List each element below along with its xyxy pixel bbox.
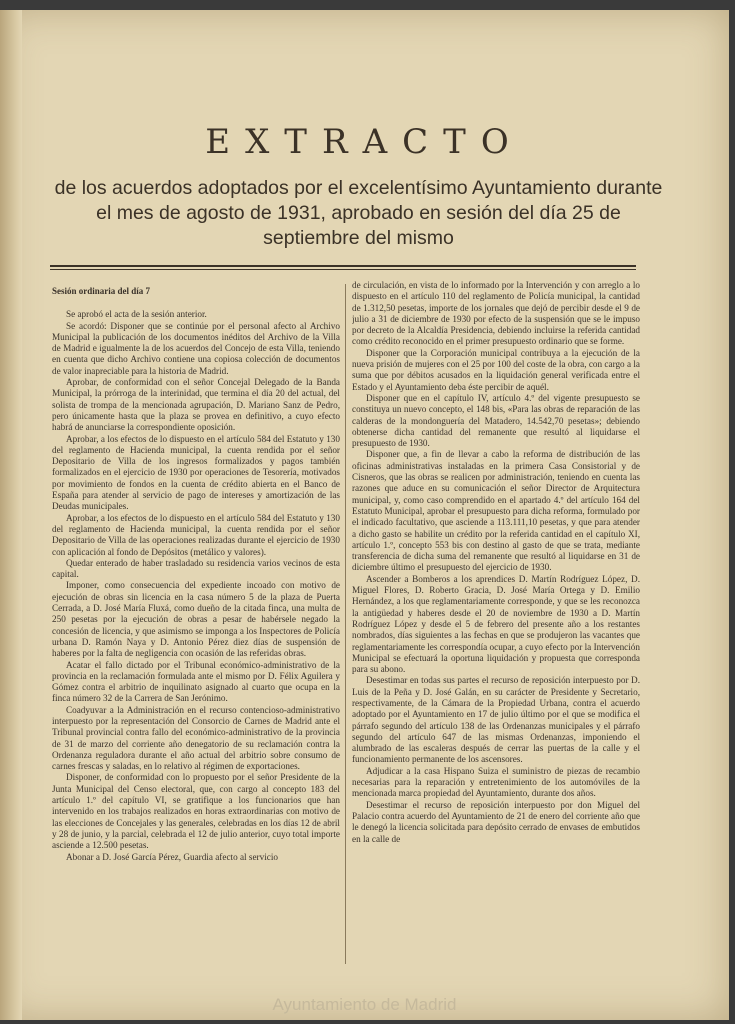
paragraph: Se aprobó el acta de la sesión anterior. bbox=[66, 309, 207, 320]
paragraph: Se acordó: Disponer que se continúe por el personal afecto al Archivo Municipal la publicación de los documentos inéditos del Archivo de la Villa de Madrid e igualmente la de los acuerdos del Concejo de esta Villa, teniendo en cuenta que dicho Archivo contiene una copiosa colección de documentos de valor inapreciable para la historia de Madrid. bbox=[52, 320, 340, 376]
column-divider bbox=[345, 284, 346, 964]
paragraph: Adjudicar a la casa Hispano Suiza el suministro de piezas de recambio necesarias para la reparación y entretenimiento de los automóviles de la mencionada marca propiedad del Ayuntamiento, durante dos años. bbox=[352, 765, 640, 799]
session-heading: Sesión ordinaria del día 7 bbox=[52, 286, 151, 296]
paragraph: Disponer que la Corporación municipal contribuya a la ejecución de la nueva prisión de mujeres con el 25 por 100 del coste de la obra, con cargo a la suma que por débitos acusados en la liquidación general verificada entre el Estado y el Ayuntamiento deba éste percibir de aquél. bbox=[352, 347, 640, 392]
paragraph: Disponer, de conformidad con lo propuesto por el señor Presidente de la Junta Municipal del Censo electoral, que, con cargo al concepto 183 del artículo 1.º del capítulo VI, se gratifique a los funcionarios que han intervenido en los trabajos realizados en horas extraordinarias con motivo de las elecciones de Concejales y las generales, celebradas en los días 12 de abril y 28 de junio, y la parcial, celebrada el 12 de julio anterior, cuyo total importe asciende a 12.500 pesetas. bbox=[52, 772, 340, 851]
paragraph: Aprobar, a los efectos de lo dispuesto en el artículo 584 del Estatuto y 130 del reglamento de Hacienda municipal, la cuenta rendida por el señor Depositario de Villa de las operaciones realizadas durante el ejercicio de 1930 con aplicación al fondo de Depósitos (metálico y valores). bbox=[52, 512, 340, 557]
paragraph: Abonar a D. José García Pérez, Guardia afecto al servicio bbox=[66, 851, 278, 862]
header-rule-thin bbox=[50, 269, 636, 270]
paragraph: Desestimar en todas sus partes el recurso de reposición interpuesto por D. Luis de la Peña y D. José Galán, en su carácter de Presidente y Secretario, respectivamente, de la Cámara de la Propiedad Urbana, contra el acuerdo adoptado por el Ayuntamiento en 17 de julio último por el que se modifica el párrafo segundo del artículo 138 de las Ordenanzas municipales y el párrafo segundo del artículo 647 de las mismas Ordenanzas, imponiendo el alumbrado de las escaleras después de cerrar las puertas de la calle y el funcionamiento permanente de los ascensores. bbox=[352, 675, 640, 765]
paragraph: Aprobar, de conformidad con el señor Concejal Delegado de la Banda Municipal, la prórroga de la interinidad, que termina el día 20 del actual, del solista de trompa de la mencionada agrupación, D. Mariano Sanz de Pedro, pero únicamente hasta que la plaza se provea en definitivo, a cuyo efecto habrá de anunciarse la correspondiente oposición. bbox=[52, 377, 340, 433]
paragraph: Disponer que, a fin de llevar a cabo la reforma de distribución de las oficinas administrativas instaladas en la primera Casa Consistorial y de Cisneros, que las obras se realicen por administración, teniendo en cuenta las razones que aduce en su comunicación el señor Director de Arquitectura municipal, y, como caso comprendido en el apartado 4.º del artículo 164 del Estatuto Municipal, aprobar el presupuesto para dicha reforma, formulado por el indicado facultativo, que asciende a 113.111,10 pesetas, y que para atender a dicho gasto se habilite un crédito por la referida cantidad en el capítulo XI, artículo 1.º, concepto 553 bis con destino al gasto de que se trata, mediante transferencia de dicha suma del remanente que resultó al liquidarse en 31 de diciembre último el presupuesto del ejercicio de 1930. bbox=[352, 449, 640, 573]
paragraph: Imponer, como consecuencia del expediente incoado con motivo de ejecución de obras sin licencia en la casa número 5 de la plaza de Puerta Cerrada, a D. José María Fluxá, como dueño de la citada finca, una multa de 250 pesetas por la ejecución de obras a pesar de habérsele negado la concesión de licencia, y que asimismo se imponga a los Inspectores de Policía urbana D. Ramón Naya y D. Antonio Pérez diez días de suspensión de haberes por la falta de negligencia con ocasión de las referidas obras. bbox=[52, 580, 340, 659]
document-page bbox=[0, 10, 729, 1020]
paragraph: Coadyuvar a la Administración en el recurso contencioso-administrativo interpuesto por la representación del Consorcio de Carnes de Madrid ante el Tribunal provincial contra fallo del económico-administrativo de la provincia de 31 de marzo del corriente año denegatorio de su reclamación contra la Ordenanza reguladora durante el año actual del arbitrio sobre consumo de carnes frescas y saladas, en lo relativo al régimen de exportaciones. bbox=[52, 704, 340, 772]
paragraph: Desestimar el recurso de reposición interpuesto por don Miguel del Palacio contra acuerdo del Ayuntamiento de 21 de enero del corriente año que le denegó la licencia solicitada para depósito cerrado de envases de embutidos en la calle de bbox=[352, 799, 640, 844]
watermark: Ayuntamiento de Madrid bbox=[272, 995, 457, 1014]
paragraph: Aprobar, a los efectos de lo dispuesto en el artículo 584 del Estatuto y 130 del reglamento de Hacienda municipal, la cuenta rendida por el señor Depositario de Villa de los ingresos formalizados y pagos también formalizados en el ejercicio de 1930 por operaciones de Tesorería, motivados por movimiento de fondos en la cuenta de crédito abierta en el Banco de España para atender al servicio de pago de intereses y amortización de las Deudas municipales. bbox=[52, 433, 340, 512]
right-column bbox=[352, 280, 640, 970]
paragraph: Disponer que en el capítulo IV, artículo 4.º del vigente presupuesto se constituya un nuevo concepto, el 148 bis, «Para las obras de reparación de las calderas de la mondonguería del Matadero, 14.542,70 pesetas»; debiendo obtenerse dicha cantidad del remanente que resultó al liquidarse el presupuesto de 1930. bbox=[352, 392, 640, 449]
paragraph: Acatar el fallo dictado por el Tribunal económico-administrativo de la provincia en la reclamación formulada ante el mismo por D. Félix Aguilera y Gómez contra el arbitrio de inquilinato asignado al cuarto que ocupa en la finca número 32 de la Carrera de San Jerónimo. bbox=[52, 659, 340, 704]
paragraph: de circulación, en vista de lo informado por la Intervención y con arreglo a lo dispuesto en el artículo 110 del reglamento de Policía municipal, la cantidad de 1.312,50 pesetas, importe de los jornales que dejó de percibir desde el 9 de julio a 31 de diciembre de 1930 por efecto de la suspensión que se le impuso por decreto de la Alcaldía Presidencia, debiendo incluirse la referida cantidad como crédito reconocido en el primer presupuesto ordinario que se forme. bbox=[352, 280, 640, 347]
paragraph: Ascender a Bomberos a los aprendices D. Martín Rodríguez López, D. Miguel Flores, D. Roberto Gracia, D. José María Ortega y D. Emilio Hernández, a los que reglamentariamente corresponde, y que se les reconozca la antigüedad y haberes desde el 20 de noviembre de 1930 a D. Martín Rodríguez López y desde el 5 de febrero del presente año a los restantes nombrados, días siguientes a las fechas en que se produjeron las vacantes que reglamentariamente les correspondía ocupar, a cuyo efecto por la Intervención Municipal se efectuará la oportuna liquidación y propuesta que corresponda para su abono. bbox=[352, 573, 640, 675]
document-title: EXTRACTO bbox=[205, 122, 524, 162]
text-columns bbox=[52, 280, 640, 970]
left-column bbox=[52, 280, 340, 970]
document-subtitle: de los acuerdos adoptados por el excelentísimo Ayuntamiento durante el mes de agosto de 1931, aprobado en sesión del día 25 de septiembre del mismo bbox=[54, 177, 663, 249]
header-rule-thick bbox=[50, 265, 636, 267]
paragraph: Quedar enterado de haber trasladado su residencia varios vecinos de esta capital. bbox=[52, 557, 340, 580]
